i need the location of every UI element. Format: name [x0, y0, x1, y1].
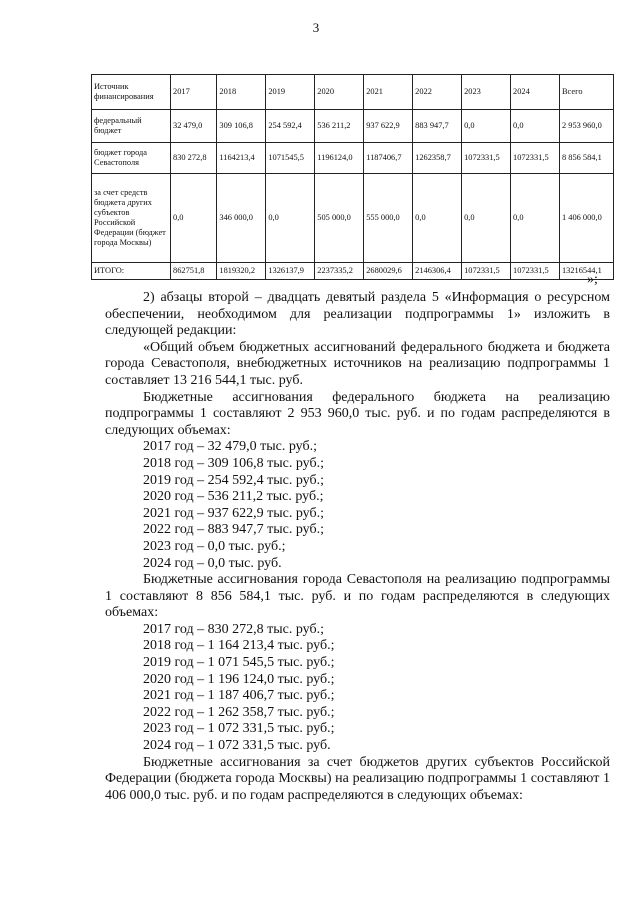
- table-cell: 0,0: [171, 174, 217, 263]
- table-cell: 2237335,2: [315, 263, 364, 280]
- table-cell: 0,0: [462, 110, 511, 143]
- list-item: 2018 год – 309 106,8 тыс. руб.;: [143, 455, 324, 471]
- table-cell: 0,0: [413, 174, 462, 263]
- table-cell: 0,0: [511, 110, 560, 143]
- table-header-row: [92, 75, 614, 110]
- city-years-list: [105, 622, 610, 755]
- table-cell: 0,0: [511, 174, 560, 263]
- table-header-cell: 2023: [462, 75, 511, 110]
- table-cell: бюджет города Севастополя: [92, 143, 171, 174]
- table-cell: 32 479,0: [171, 110, 217, 143]
- list-item: 2024 год – 0,0 тыс. руб.: [143, 555, 282, 571]
- table-cell: 1819320,2: [217, 263, 266, 280]
- paragraph-city: Бюджетные ассигнования города Севастополя на реализацию подпрограммы 1 составляют 8 856 584,1 тыс. руб. и по годам распределяются в следующих объемах:: [105, 572, 610, 621]
- table-cell: 1072331,5: [511, 143, 560, 174]
- list-item: 2023 год – 0,0 тыс. руб.;: [143, 538, 286, 554]
- table-cell: 1 406 000,0: [559, 174, 613, 263]
- paragraph-total: «Общий объем бюджетных ассигнований федерального бюджета и бюджета города Севастополя, внебюджетных источников на реализацию подпрограммы 1 составляет 13 216 544,1 тыс. руб.: [105, 339, 610, 388]
- table-cell: 8 856 584,1: [559, 143, 613, 174]
- federal-years-list: [105, 439, 610, 572]
- paragraph-federal: Бюджетные ассигнования федерального бюджета на реализацию подпрограммы 1 составляют 2 953 960,0 тыс. руб. и по годам распределяются в следующих объемах:: [105, 389, 610, 438]
- paragraph-other-subjects: Бюджетные ассигнования за счет бюджетов других субъектов Российской Федерации (бюджета города Москвы) на реализацию подпрограммы 1 составляют 1 406 000,0 тыс. руб. и по годам распределяются в следующих объемах:: [105, 754, 610, 803]
- page-number: 3: [312, 20, 320, 35]
- list-item: 2020 год – 536 211,2 тыс. руб.;: [143, 489, 324, 505]
- table-cell: 0,0: [266, 174, 315, 263]
- table-header-cell: Всего: [559, 75, 613, 110]
- table-header-cell: 2022: [413, 75, 462, 110]
- table-header-cell: 2019: [266, 75, 315, 110]
- list-item: 2019 год – 254 592,4 тыс. руб.;: [143, 472, 324, 488]
- financing-table: [91, 74, 614, 280]
- list-item: 2017 год – 32 479,0 тыс. руб.;: [143, 439, 317, 455]
- table-cell: 1072331,5: [462, 263, 511, 280]
- list-item: 2021 год – 1 187 406,7 тыс. руб.;: [143, 688, 335, 704]
- table-cell: 862751,8: [171, 263, 217, 280]
- table-header-cell: 2024: [511, 75, 560, 110]
- table-cell: 2680029,6: [364, 263, 413, 280]
- table-row: [92, 110, 614, 143]
- table-cell: 1071545,5: [266, 143, 315, 174]
- table-cell: 1262358,7: [413, 143, 462, 174]
- list-item: 2019 год – 1 071 545,5 тыс. руб.;: [143, 655, 335, 671]
- document-body: [105, 290, 610, 804]
- list-item: 2023 год – 1 072 331,5 тыс. руб.;: [143, 721, 335, 737]
- table-cell: 536 211,2: [315, 110, 364, 143]
- table-cell: 0,0: [462, 174, 511, 263]
- table-cell: 346 000,0: [217, 174, 266, 263]
- table-cell: 1072331,5: [511, 263, 560, 280]
- list-item: 2017 год – 830 272,8 тыс. руб.;: [143, 621, 324, 637]
- table-cell: 1187406,7: [364, 143, 413, 174]
- paragraph-intro: 2) абзацы второй – двадцать девятый раздела 5 «Информация о ресурсном обеспечении, необходимом для реализации подпрограммы 1» изложить в следующей редакции:: [105, 290, 610, 339]
- list-item: 2022 год – 883 947,7 тыс. руб.;: [143, 522, 324, 538]
- table-cell: 13216544,1: [559, 263, 613, 280]
- table-cell: 254 592,4: [266, 110, 315, 143]
- table-cell: 2 953 960,0: [559, 110, 613, 143]
- table-header-cell: 2018: [217, 75, 266, 110]
- table-cell: 937 622,9: [364, 110, 413, 143]
- table-row: [92, 174, 614, 263]
- table-cell: 883 947,7: [413, 110, 462, 143]
- table-total-row: [92, 263, 614, 280]
- quote-close-mark: »;: [587, 272, 598, 287]
- table-header-cell: Источник финансирования: [92, 75, 171, 110]
- list-item: 2021 год – 937 622,9 тыс. руб.;: [143, 505, 324, 521]
- list-item: 2018 год – 1 164 213,4 тыс. руб.;: [143, 638, 335, 654]
- table-cell: 1326137,9: [266, 263, 315, 280]
- table-cell: 2146306,4: [413, 263, 462, 280]
- list-item: 2020 год – 1 196 124,0 тыс. руб.;: [143, 671, 335, 687]
- table-cell: 505 000,0: [315, 174, 364, 263]
- table-header-cell: 2021: [364, 75, 413, 110]
- list-item: 2024 год – 1 072 331,5 тыс. руб.: [143, 738, 331, 754]
- table-cell: за счет средств бюджета других субъектов Российской Федерации (бюджет города Москвы): [92, 174, 171, 263]
- list-item: 2022 год – 1 262 358,7 тыс. руб.;: [143, 704, 335, 720]
- table-cell: ИТОГО:: [92, 263, 171, 280]
- table-cell: 1072331,5: [462, 143, 511, 174]
- table-cell: 1196124,0: [315, 143, 364, 174]
- table-row: [92, 143, 614, 174]
- table-header-cell: 2020: [315, 75, 364, 110]
- table-cell: 309 106,8: [217, 110, 266, 143]
- table-header-cell: 2017: [171, 75, 217, 110]
- table-cell: 1164213,4: [217, 143, 266, 174]
- table-cell: 830 272,8: [171, 143, 217, 174]
- table-cell: федеральный бюджет: [92, 110, 171, 143]
- table-cell: 555 000,0: [364, 174, 413, 263]
